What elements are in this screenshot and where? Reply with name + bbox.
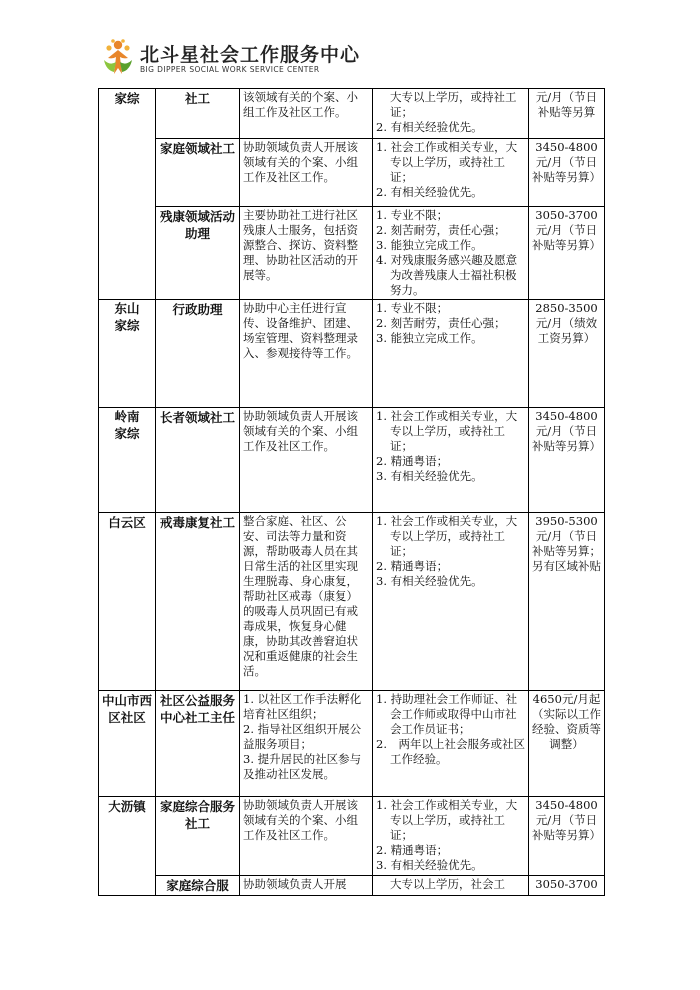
table-row xyxy=(99,300,605,408)
description-cell xyxy=(240,876,373,896)
description-cell xyxy=(240,513,373,691)
description-line: 3. 提升居民的社区参与及推动社区发展。 xyxy=(243,752,362,781)
description-cell xyxy=(240,797,373,876)
description-cell xyxy=(240,139,373,207)
page-header xyxy=(100,38,500,82)
region-cell: 东山家综 xyxy=(99,300,156,408)
description-line: 协助领域负责人开展 xyxy=(243,877,347,891)
table-row xyxy=(99,513,605,691)
position-cell: 残康领域活动助理 xyxy=(156,207,240,300)
description-line: 该领域有关的个案、小组工作及社区工作。 xyxy=(243,90,358,119)
region-cell: 岭南家综 xyxy=(99,408,156,513)
description-line: 协助领域负责人开展该领域有关的个案、小组工作及社区工作。 xyxy=(243,409,358,453)
position-cell: 家庭综合服 xyxy=(156,876,240,896)
table-row xyxy=(99,207,605,300)
requirement-line: 2. 刻苦耐劳，责任心强； xyxy=(376,316,506,330)
requirement-line: 3. 有相关经验优先。 xyxy=(376,858,483,872)
requirement-line: 2. 有相关经验优先。 xyxy=(376,185,483,199)
table-row xyxy=(99,89,605,139)
requirement-line: 3. 有相关经验优先。 xyxy=(376,574,483,588)
description-cell xyxy=(240,207,373,300)
requirement-line: 2. 刻苦耐劳，责任心强； xyxy=(376,223,506,237)
position-cell: 戒毒康复社工 xyxy=(156,513,240,691)
salary-cell: 3950-5300元/月（节日补贴等另算；另有区域补贴 xyxy=(529,513,605,691)
requirement-line: 2. 精通粤语； xyxy=(376,843,449,857)
table-row xyxy=(99,139,605,207)
requirement-line: 2. 两年以上社会服务或社区工作经验。 xyxy=(376,737,525,766)
salary-cell: 3450-4800元/月（节日补贴等另算） xyxy=(529,408,605,513)
requirement-line: 2. 精通粤语； xyxy=(376,559,449,573)
position-cell: 行政助理 xyxy=(156,300,240,408)
salary-cell: 3450-4800元/月（节日补贴等另算） xyxy=(529,139,605,207)
requirement-line: 大专以上学历，或持社工证； xyxy=(390,90,517,119)
description-cell xyxy=(240,89,373,139)
requirement-line: 1. 持助理社会工作师证、社会工作师或取得中山市社会工作员证书； xyxy=(376,692,518,736)
requirements-cell xyxy=(373,408,529,513)
requirements-cell xyxy=(373,876,529,896)
table-row xyxy=(99,876,605,896)
salary-cell: 4650元/月起（实际以工作经验、资质等调整） xyxy=(529,691,605,797)
region-cell: 大沥镇 xyxy=(99,797,156,896)
requirement-line: 1. 社会工作或相关专业，大专以上学历，或持社工证； xyxy=(376,798,518,842)
description-line: 协助领域负责人开展该领域有关的个案、小组工作及社区工作。 xyxy=(243,140,358,184)
salary-cell: 3050-3700元/月（节日补贴等另算） xyxy=(529,207,605,300)
position-cell: 家庭领域社工 xyxy=(156,139,240,207)
salary-cell: 3450-4800元/月（节日补贴等另算） xyxy=(529,797,605,876)
requirements-cell xyxy=(373,300,529,408)
position-cell: 社工 xyxy=(156,89,240,139)
requirements-cell xyxy=(373,139,529,207)
region-cell: 中山市西区社区 xyxy=(99,691,156,797)
region-cell: 白云区 xyxy=(99,513,156,691)
requirement-line: 3. 能独立完成工作。 xyxy=(376,331,483,345)
position-cell: 家庭综合服务社工 xyxy=(156,797,240,876)
salary-cell: 2850-3500元/月（绩效工资另算） xyxy=(529,300,605,408)
salary-cell: 元/月（节日补贴等另算 xyxy=(529,89,605,139)
description-line: 整合家庭、社区、公安、司法等力量和资源，帮助吸毒人员在其日常生活的社区里实现生理脱毒、身心康复，帮助社区戒毒（康复）的吸毒人员巩固已有戒毒成果，恢复身心健康，协助其改善窘迫状况和重返健康的社会生活。 xyxy=(243,514,358,678)
description-cell xyxy=(240,408,373,513)
requirement-line: 2. 精通粤语； xyxy=(376,454,449,468)
big-dipper-logo-icon xyxy=(100,38,136,76)
requirement-line: 4. 对残康服务感兴趣及愿意为改善残康人士福社积极努力。 xyxy=(376,253,518,297)
requirements-cell xyxy=(373,89,529,139)
requirement-line: 大专以上学历，社会工 xyxy=(390,877,505,891)
table-row xyxy=(99,408,605,513)
job-listing-table xyxy=(98,88,605,896)
requirements-cell xyxy=(373,797,529,876)
requirement-line: 1. 专业不限； xyxy=(376,208,449,222)
requirements-cell xyxy=(373,513,529,691)
description-cell xyxy=(240,300,373,408)
requirement-line: 1. 社会工作或相关专业，大专以上学历，或持社工证； xyxy=(376,140,518,184)
region-cell: 家综 xyxy=(99,89,156,300)
description-cell xyxy=(240,691,373,797)
org-name-cn: 北斗星社会工作服务中心 xyxy=(140,44,361,66)
description-line: 协助中心主任进行宣传、设备维护、团建、场室管理、资料整理录入、参观接待等工作。 xyxy=(243,301,358,360)
table-row xyxy=(99,797,605,876)
requirement-line: 3. 有相关经验优先。 xyxy=(376,469,483,483)
salary-cell: 3050-3700 xyxy=(529,876,605,896)
description-line: 协助领域负责人开展该领域有关的个案、小组工作及社区工作。 xyxy=(243,798,358,842)
description-line: 主要协助社工进行社区残康人士服务，包括资源整合、探访、资料整理、协助社区活动的开展等。 xyxy=(243,208,358,282)
requirements-cell xyxy=(373,691,529,797)
description-line: 1. 以社区工作手法孵化培育社区组织； xyxy=(243,692,362,721)
position-cell: 社区公益服务中心社工主任 xyxy=(156,691,240,797)
requirement-line: 1. 社会工作或相关专业，大专以上学历，或持社工证； xyxy=(376,409,518,453)
requirement-line: 1. 专业不限； xyxy=(376,301,449,315)
position-cell: 长者领域社工 xyxy=(156,408,240,513)
requirement-line: 3. 能独立完成工作。 xyxy=(376,238,483,252)
table-row xyxy=(99,691,605,797)
requirements-cell xyxy=(373,207,529,300)
requirement-line: 2. 有相关经验优先。 xyxy=(376,120,483,134)
org-name-en: BIG DIPPER SOCIAL WORK SERVICE CENTER xyxy=(140,65,320,74)
description-line: 2. 指导社区组织开展公益服务项目； xyxy=(243,722,362,751)
requirement-line: 1. 社会工作或相关专业，大专以上学历，或持社工证； xyxy=(376,514,518,558)
